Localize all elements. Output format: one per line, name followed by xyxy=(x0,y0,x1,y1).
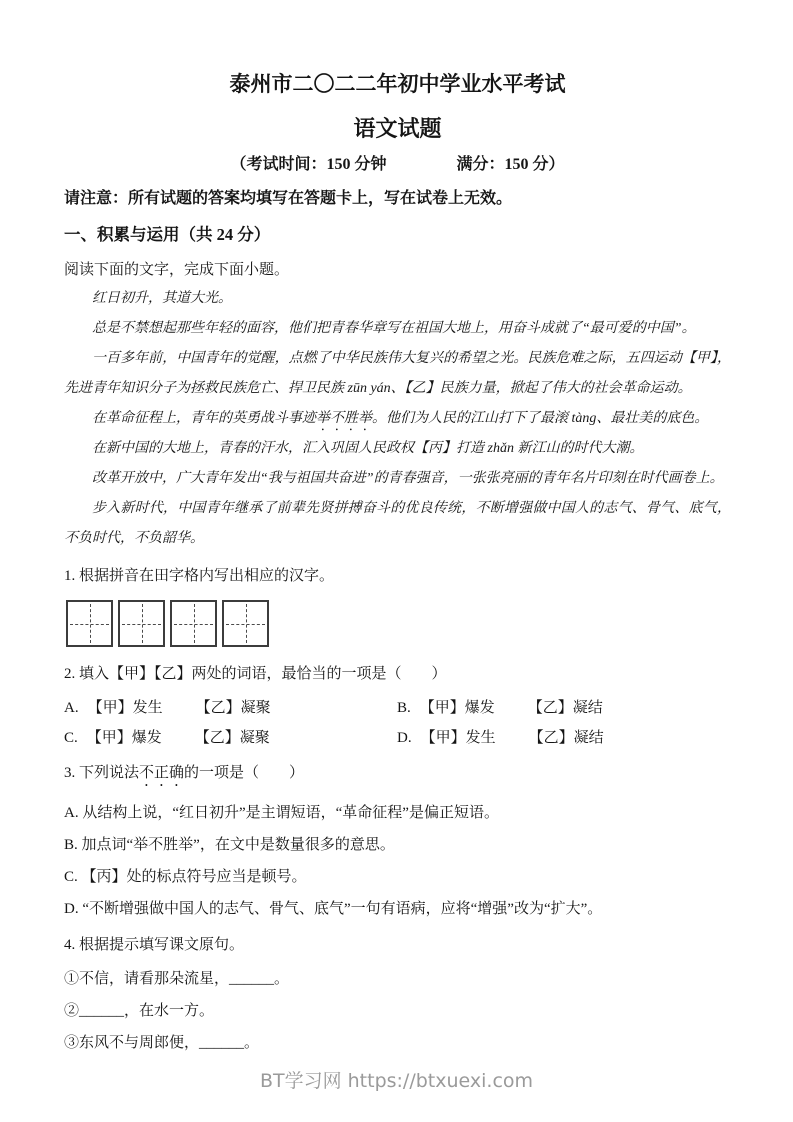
site-watermark: BT学习网 https://btxuexi.com xyxy=(259,1070,534,1092)
option-key: A. xyxy=(64,700,79,716)
passage-intro: 阅读下面的文字，完成下面小题。 xyxy=(64,262,290,278)
option-yi: 【乙】凝结 xyxy=(528,730,604,746)
q4-item-2: ②______，在水一方。 xyxy=(64,1003,215,1019)
option-yi: 【乙】凝聚 xyxy=(195,700,271,716)
passage-paragraph: 红日初升，其道大光。 xyxy=(92,291,232,306)
tianzige-hline xyxy=(226,624,265,625)
option-jia: 【甲】发生 xyxy=(420,730,496,746)
q3-option-b: B. 加点词“举不胜举”，在文中是数量很多的意思。 xyxy=(64,837,395,853)
passage-text: 在革命征程上，青年的英勇战斗事迹 xyxy=(92,411,316,426)
passage-paragraph: 一百多年前，中国青年的觉醒，点燃了中华民族伟大复兴的希望之光。民族危难之际，五四运动【甲】，先进青年知识分子为拯救民族危亡、捍卫民族 zūn yán、【乙】民族力量，掀起了伟大的社会革命运动。 xyxy=(64,351,731,396)
tianzige-grid xyxy=(170,600,217,647)
question-3 xyxy=(64,763,731,918)
q2-option-d xyxy=(397,730,731,747)
passage-text: 。他们为人民的江山打下了最滚 tàng、最壮美的底色。 xyxy=(372,411,709,426)
exam-duration: （考试时间：150 分钟 xyxy=(230,156,387,173)
q2-option-a xyxy=(64,700,397,717)
page-title: 泰州市二〇二二年初中学业水平考试 xyxy=(229,72,566,96)
option-yi: 【乙】凝聚 xyxy=(194,730,270,746)
question-4 xyxy=(64,935,731,1052)
tianzige-grid xyxy=(118,600,165,647)
tianzige-hline xyxy=(174,624,213,625)
option-yi: 【乙】凝结 xyxy=(527,700,603,716)
question-1 xyxy=(64,566,731,647)
passage-paragraph xyxy=(64,404,731,434)
q1-label: 1. 根据拼音在田字格内写出相应的汉字。 xyxy=(64,568,335,584)
tianzige-hline xyxy=(122,624,161,625)
q3-label-text: 的一项是（ ） xyxy=(184,765,305,781)
reading-passage xyxy=(64,284,731,554)
option-jia: 【甲】爆发 xyxy=(419,700,495,716)
page-subtitle: 语文试题 xyxy=(353,116,442,141)
exam-info xyxy=(64,154,731,176)
option-key: D. xyxy=(397,730,412,746)
emphasized-phrase: 不正确 xyxy=(139,765,185,781)
option-jia: 【甲】发生 xyxy=(87,700,163,716)
q3-option-a: A. 从结构上说，“红日初升”是主谓短语，“革命征程”是偏正短语。 xyxy=(64,805,499,821)
exam-notice: 请注意：所有试题的答案均填写在答题卡上，写在试卷上无效。 xyxy=(64,190,513,207)
option-key: C. xyxy=(64,730,78,746)
exam-full-score: 满分：150 分） xyxy=(456,156,565,173)
q2-option-c xyxy=(64,730,397,747)
q4-item-1: ①不信，请看那朵流星，______。 xyxy=(64,971,290,987)
q2-options xyxy=(64,700,731,747)
question-2 xyxy=(64,664,731,747)
q4-item-3: ③东风不与周郎便，______。 xyxy=(64,1035,260,1051)
q3-option-c: C. 【丙】处的标点符号应当是顿号。 xyxy=(64,869,307,885)
passage-paragraph: 总是不禁想起那些年轻的面容，他们把青春华章写在祖国大地上，用奋斗成就了“最可爱的中国”。 xyxy=(92,321,696,336)
section-heading: 一、积累与运用（共 24 分） xyxy=(64,225,271,244)
tianzige-hline xyxy=(70,624,109,625)
passage-paragraph: 改革开放中，广大青年发出“我与祖国共奋进”的青春强音，一张张亮丽的青年名片印刻在时代画卷上。 xyxy=(92,471,724,486)
q2-option-b xyxy=(397,700,731,717)
passage-paragraph: 在新中国的大地上，青春的汗水，汇入巩固人民政权【丙】打造 zhǎn 新江山的时代大潮。 xyxy=(92,441,644,456)
q3-option-d: D. “不断增强做中国人的志气、骨气、底气”一句有语病，应将“增强”改为“扩大”。 xyxy=(64,901,603,917)
q2-label: 2. 填入【甲】【乙】两处的词语，最恰当的一项是（ ） xyxy=(64,666,447,682)
passage-paragraph: 步入新时代，中国青年继承了前辈先贤拼搏奋斗的优良传统，不断增强做中国人的志气、骨气、底气，不负时代，不负韶华。 xyxy=(64,501,731,546)
tianzige-grid xyxy=(222,600,269,647)
tianzige-grid xyxy=(66,600,113,647)
option-key: B. xyxy=(397,700,411,716)
q4-label: 4. 根据提示填写课文原句。 xyxy=(64,937,245,953)
option-jia: 【甲】爆发 xyxy=(86,730,162,746)
tianzige-grids xyxy=(66,600,731,647)
q3-label xyxy=(64,763,731,790)
q3-label-text: 3. 下列说法 xyxy=(64,765,140,781)
emphasized-phrase: 举不胜举 xyxy=(316,411,372,426)
